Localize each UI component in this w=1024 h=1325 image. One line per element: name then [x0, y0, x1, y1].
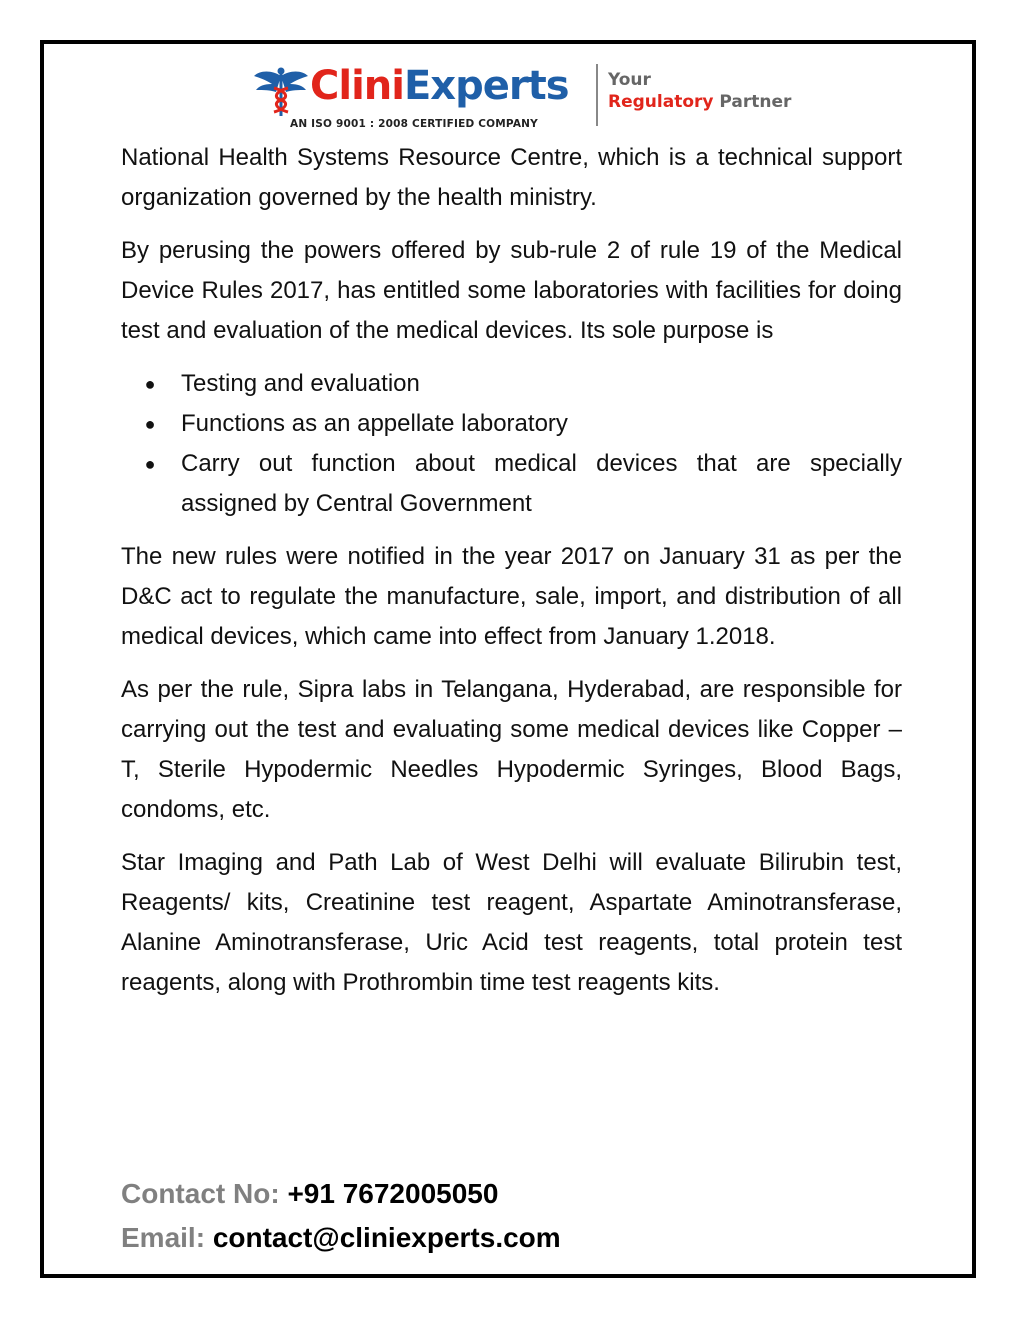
paragraph-new-rules: The new rules were notified in the year 2017 on January 31 as per the D&C act to regulate the manufacture, sale, import, and distribution of all medical devices, which came into effect from January 1.2018. [121, 543, 902, 650]
logo-tagline-regulatory-partner [608, 92, 791, 112]
contact-email-value: contact@cliniexperts.com [212, 1222, 561, 1253]
paragraph-star-imaging: Star Imaging and Path Lab of West Delhi will evaluate Bilirubin test, Reagents/ kits, Creatinine test reagent, Aspartate Aminotransferase, Alanine Aminotransferase, Uric Acid test reagents, total protein test reagents, along with Prothrombin time test reagents kits. [121, 849, 902, 996]
purpose-list [121, 364, 902, 524]
bullet-icon: ● [144, 414, 156, 434]
bullet-icon: ● [144, 374, 156, 394]
logo-wordmark-clini: Clini [310, 63, 404, 109]
contact-email [121, 1216, 561, 1260]
bullet-icon: ● [144, 454, 156, 474]
paragraph-nhsrc: National Health Systems Resource Centre, which is a technical support organization governed by the health ministry. [121, 144, 902, 211]
logo-tagline-partner: Partner [719, 92, 792, 112]
contact-email-label: Email: [121, 1222, 206, 1253]
caduceus-wings-icon [252, 66, 310, 118]
paragraph-sipra-labs: As per the rule, Sipra labs in Telangana, Hyderabad, are responsible for carrying out the test and evaluating some medical devices like Copper –T, Sterile Hypodermic Needles Hypodermic Syringes, Blood Bags, condoms, etc. [121, 676, 902, 823]
document-body [121, 138, 902, 1016]
list-item [144, 364, 902, 404]
logo-wordmark-experts: Experts [403, 63, 569, 109]
logo-divider [596, 64, 598, 126]
list-item [144, 444, 902, 524]
list-item-text: Carry out function about medical devices that are specially assigned by Central Government [181, 450, 902, 517]
logo-certification: AN ISO 9001 : 2008 CERTIFIED COMPANY [290, 118, 538, 130]
logo-tagline-your: Your [608, 70, 651, 90]
paragraph-powers: By perusing the powers offered by sub-rule 2 of rule 19 of the Medical Device Rules 2017, has entitled some laboratories with facilities for doing test and evaluation of the medical devices. Its sole purpose is [121, 237, 902, 344]
list-item-text: Testing and evaluation [181, 370, 420, 397]
list-item-text: Functions as an appellate laboratory [181, 410, 568, 437]
company-logo [252, 60, 792, 134]
contact-phone [121, 1172, 561, 1216]
logo-wordmark [310, 62, 569, 110]
logo-tagline-regulatory: Regulatory [608, 92, 714, 112]
contact-phone-value: +91 7672005050 [287, 1178, 499, 1209]
contact-block [121, 1172, 561, 1260]
list-item [144, 404, 902, 444]
contact-phone-label: Contact No: [121, 1178, 280, 1209]
